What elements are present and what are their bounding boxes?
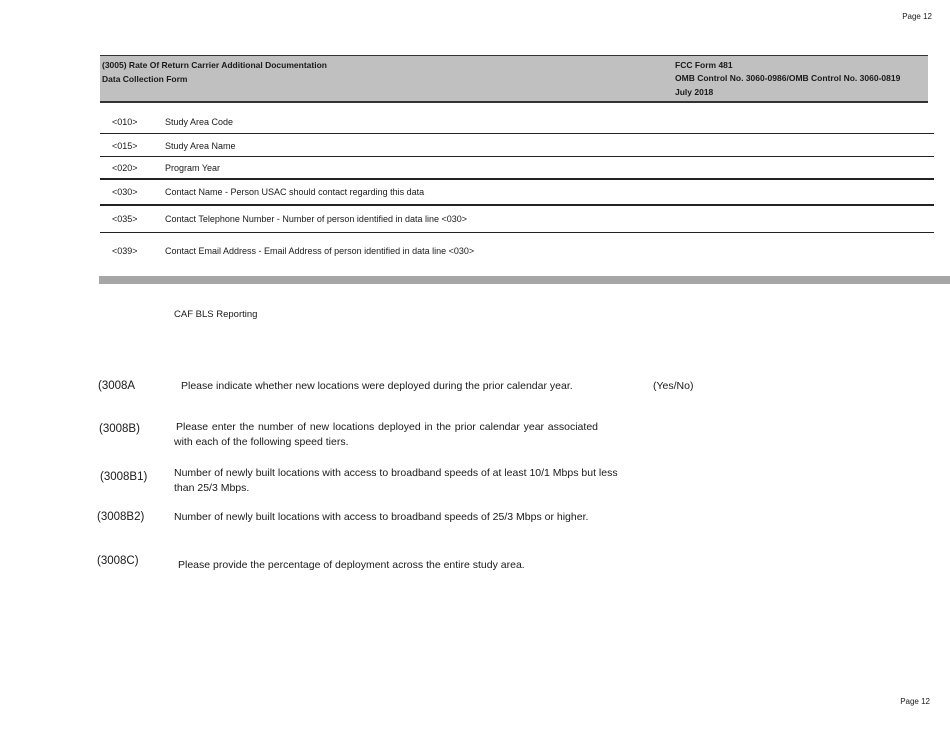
row-divider <box>100 156 934 157</box>
data-line-label: Program Year <box>165 163 221 173</box>
data-line-label: Contact Name - Person USAC should contact regarding this data <box>165 187 425 197</box>
data-line-code: <020> <box>112 163 138 173</box>
data-line-label: Study Area Name <box>165 141 236 151</box>
form-subtitle: Data Collection Form <box>102 74 188 84</box>
question-code: (3008A <box>98 380 136 392</box>
question-text: Number of newly built locations with access to broadband speeds of 25/3 Mbps or higher. <box>174 511 589 523</box>
question-text: Number of newly built locations with access to broadband speeds of at least 10/1 Mbps but less than 25/3 Mbps. <box>174 467 618 494</box>
form-date: July 2018 <box>675 87 714 97</box>
data-line-code: <035> <box>112 214 138 224</box>
data-line-code: <010> <box>112 117 138 127</box>
section-divider-bar <box>99 276 950 284</box>
fcc-form-name: FCC Form 481 <box>675 60 733 70</box>
section-title: CAF BLS Reporting <box>174 309 258 320</box>
data-line-label: Study Area Code <box>165 117 234 127</box>
row-divider <box>100 232 934 233</box>
question-code: (3008C) <box>97 555 139 567</box>
row-divider <box>100 178 934 180</box>
data-line-code: <030> <box>112 187 138 197</box>
question-code: (3008B) <box>99 423 140 435</box>
omb-control-number: OMB Control No. 3060-0986/OMB Control No. 3060-0819 <box>675 73 901 83</box>
data-line-label: Contact Telephone Number - Number of person identified in data line <030> <box>165 214 468 224</box>
row-divider <box>100 204 934 206</box>
question-text: Please indicate whether new locations were deployed during the prior calendar year. <box>181 380 573 392</box>
data-line-code: <039> <box>112 246 138 256</box>
question-code: (3008B1) <box>100 471 148 483</box>
form-title: (3005) Rate Of Return Carrier Additional Documentation <box>102 60 327 70</box>
question-text: Please enter the number of new locations deployed in the prior calendar year associated with each of the following speed tiers. <box>174 421 598 448</box>
question-text: Please provide the percentage of deployment across the entire study area. <box>178 559 525 571</box>
question-code: (3008B2) <box>97 511 145 523</box>
answer-hint: (Yes/No) <box>653 380 694 392</box>
row-divider <box>100 133 934 134</box>
data-line-label: Contact Email Address - Email Address of person identified in data line <030> <box>165 246 475 256</box>
page-number-bottom: Page 12 <box>900 697 930 706</box>
page-number-top: Page 12 <box>902 12 932 21</box>
data-line-code: <015> <box>112 141 138 151</box>
